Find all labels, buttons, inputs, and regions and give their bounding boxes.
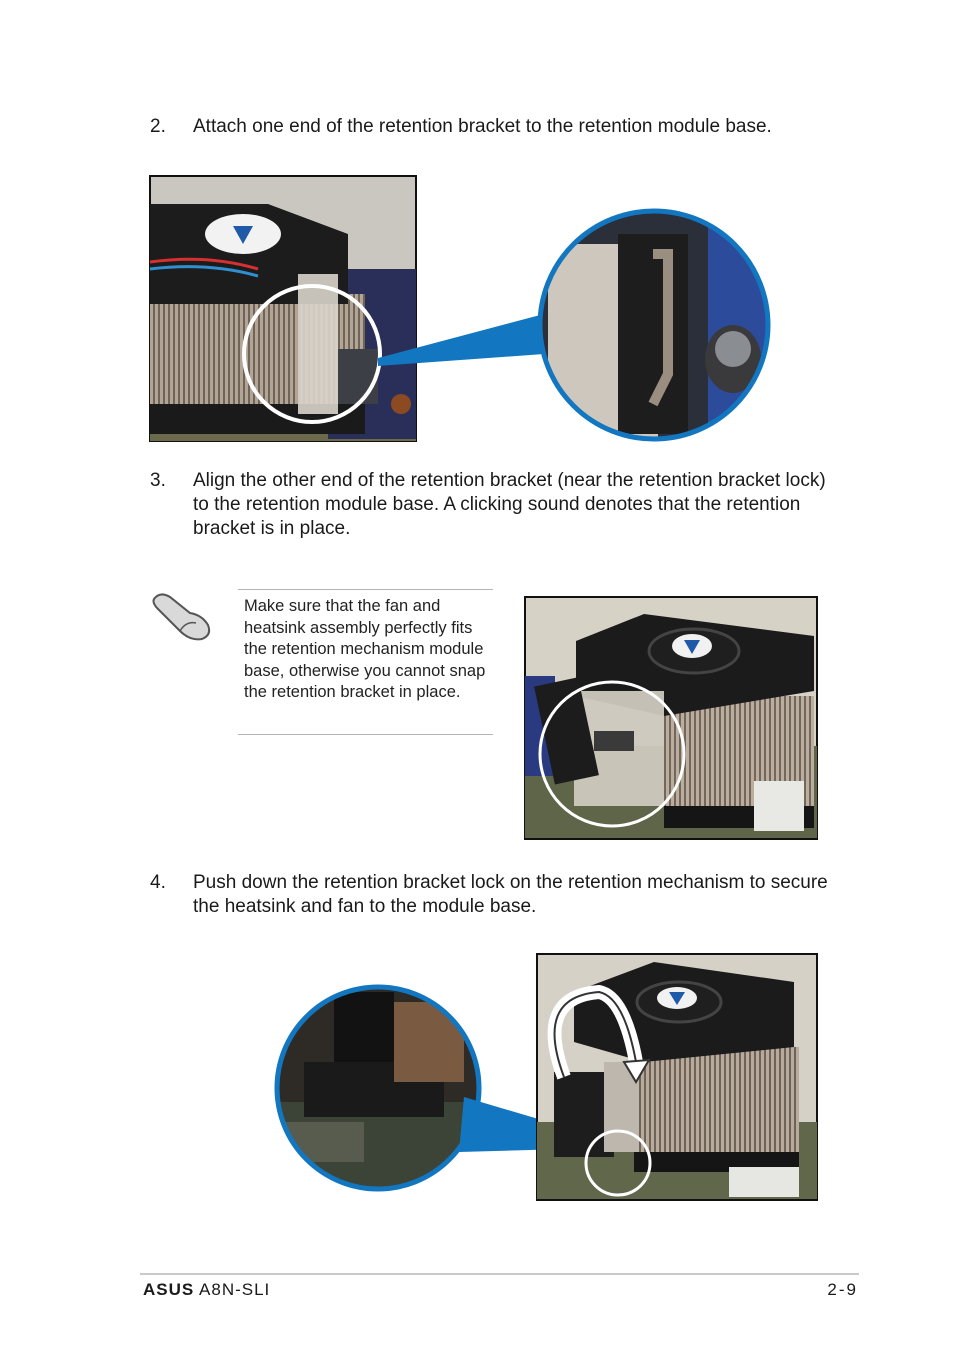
figure-push-lock	[274, 952, 819, 1202]
step-text: Push down the retention bracket lock on the retention mechanism to secure the heatsink and fan to the module base.	[193, 872, 828, 917]
pointing-hand-icon	[150, 585, 216, 643]
step-text: Attach one end of the retention bracket to the retention module base.	[193, 116, 772, 137]
step-text: Align the other end of the retention bracket (near the retention bracket lock) to the retention module base. A clicking sound denotes that the retention bracket is in place.	[193, 470, 826, 539]
footer-rule	[140, 1273, 859, 1275]
page-number: 2-9	[827, 1280, 858, 1299]
footer-product	[143, 1280, 270, 1300]
figure-attach-bracket	[148, 174, 773, 444]
note-bottom-rule	[238, 734, 493, 735]
note-top-rule	[238, 589, 493, 590]
step-number: 3.	[150, 470, 166, 491]
footer-brand: ASUS	[143, 1280, 195, 1299]
step-number: 2.	[150, 116, 166, 137]
photo-heatsink	[150, 176, 416, 441]
figure-align-bracket	[524, 596, 818, 840]
note-text: Make sure that the fan and heatsink assembly perfectly fits the retention mechanism module base, otherwise you cannot snap the retention bracket in place.	[244, 597, 486, 702]
photo-heatsink-lock	[537, 954, 817, 1200]
step-number: 4.	[150, 872, 166, 893]
footer-model: A8N-SLI	[199, 1280, 271, 1299]
